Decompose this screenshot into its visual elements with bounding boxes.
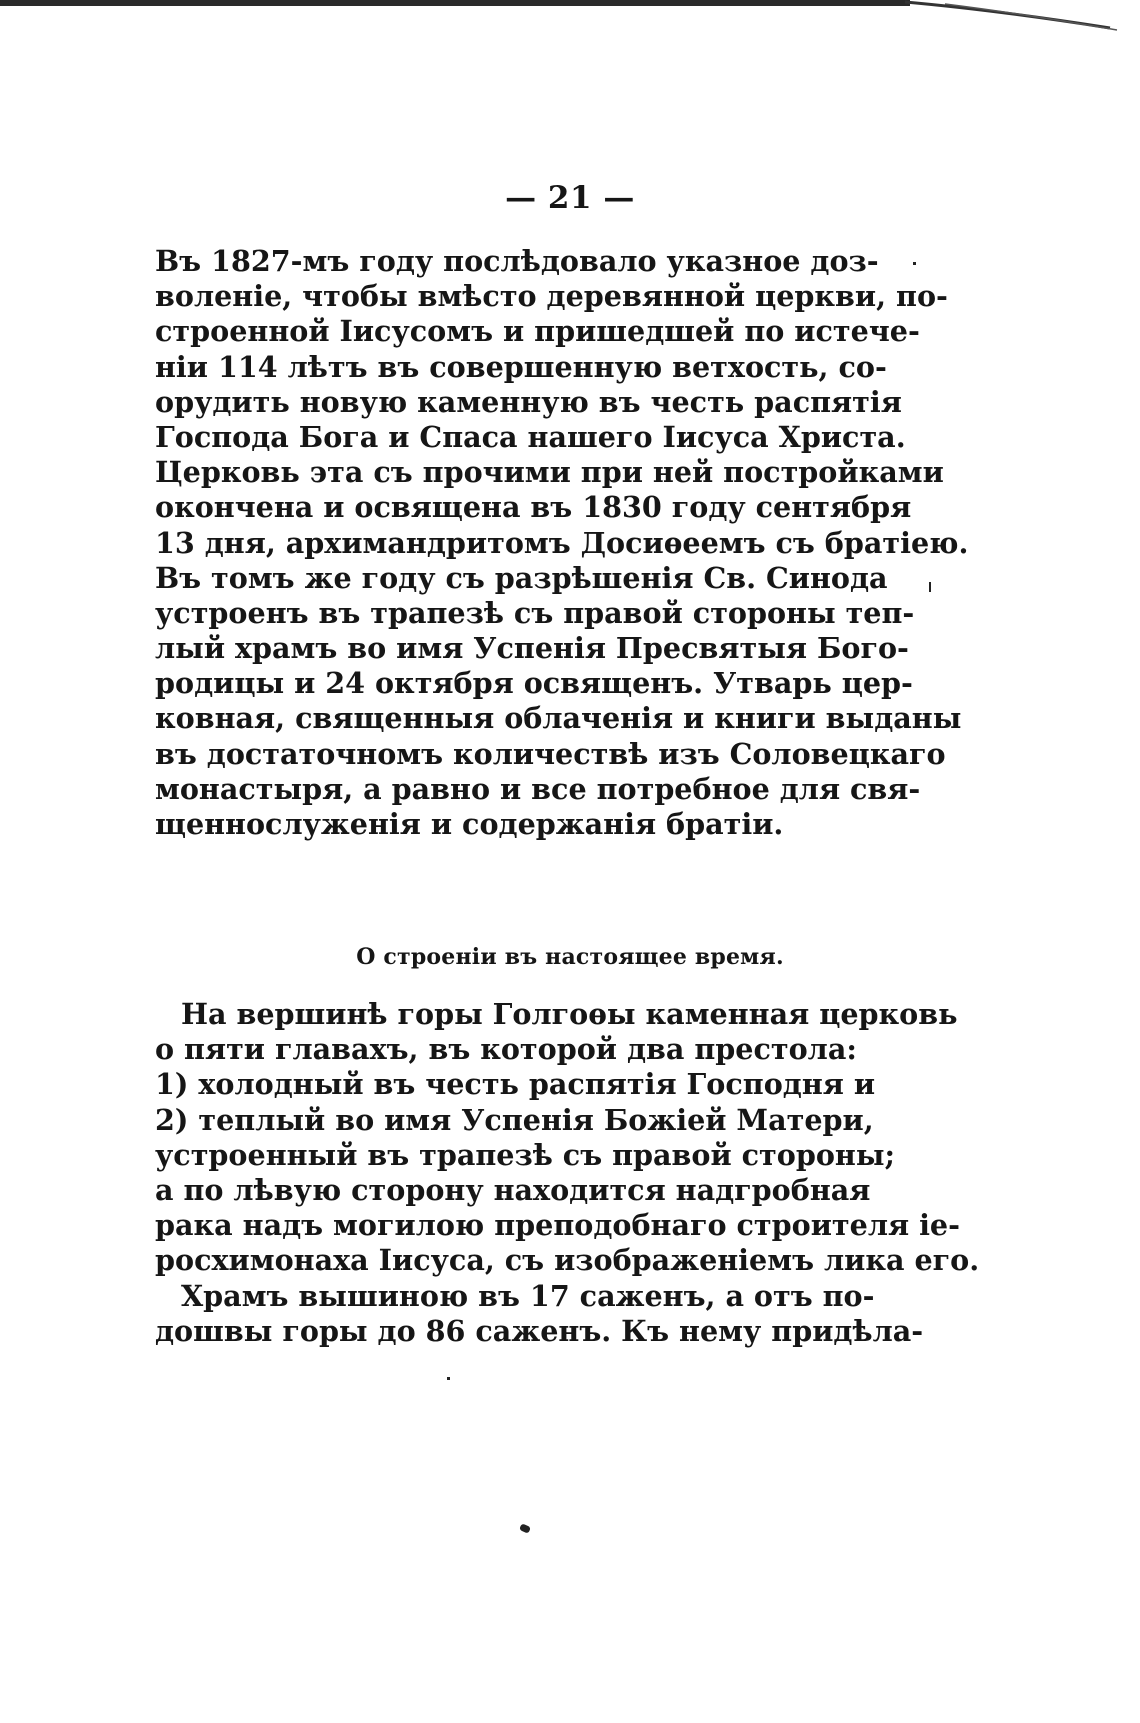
text-line: росхимонаха Іисуса, съ изображеніемъ лика его. bbox=[155, 1243, 980, 1278]
text-line: Церковь эта съ прочими при ней постройками bbox=[155, 455, 944, 490]
text-line: Въ 1827-мъ году послѣдовало указное дoз- bbox=[155, 244, 879, 278]
text-line: воленіе, чтобы вмѣсто деревянной церкви, по- bbox=[155, 279, 948, 314]
page-number: — 21 — bbox=[505, 180, 635, 216]
text-line: 13 дня, архимандритомъ Досиѳеемъ съ братіею. bbox=[155, 525, 969, 560]
text-line: въ достаточномъ количествѣ изъ Соловецкаго bbox=[155, 736, 946, 771]
corner-scratch-mark bbox=[905, 0, 1120, 34]
paragraph-current-structure bbox=[155, 997, 980, 1349]
text-line: ніи 114 лѣтъ въ совершенную ветхость, со- bbox=[155, 349, 887, 384]
text-line: щеннослуженія и содержанія братіи. bbox=[155, 807, 784, 841]
text-line: На вершинѣ горы Голгоѳы каменная церковь bbox=[181, 997, 958, 1031]
text-line: Въ томъ же году съ разрѣшенія Св. Синода bbox=[155, 560, 888, 595]
text-line: лый храмъ во имя Успенія Пресвятыя Бого- bbox=[155, 631, 909, 666]
text-line: строенной Іисусомъ и пришедшей по истече- bbox=[155, 314, 920, 349]
text-line: о пяти главахъ, въ которой два престола: bbox=[155, 1032, 857, 1067]
ink-speck bbox=[929, 582, 931, 592]
section-heading: О строеніи въ настоящее время. bbox=[356, 944, 784, 970]
top-edge-rule bbox=[0, 0, 910, 6]
text-line: Господа Бога и Спаса нашего Іисуса Христа. bbox=[155, 419, 906, 454]
text-line: родицы и 24 октября освященъ. Утварь цер- bbox=[155, 666, 913, 701]
text-line: 2) теплый во имя Успенія Божіей Матери, bbox=[155, 1102, 874, 1137]
text-line: а по лѣвую сторону находится надгробная bbox=[155, 1172, 871, 1207]
text-line: устроенъ въ трапезѣ съ правой стороны теп- bbox=[155, 595, 915, 630]
text-line: окончена и освящена въ 1830 году сентября bbox=[155, 490, 912, 525]
ink-speck bbox=[519, 1523, 531, 1534]
text-line: ковная, священныя облаченія и книги выданы bbox=[155, 701, 962, 736]
text-line: орудить новую каменную въ честь распятія bbox=[155, 384, 902, 419]
text-line: устроенный въ трапезѣ съ правой стороны; bbox=[155, 1137, 896, 1172]
text-line: 1) холодный въ честь распятія Господня и bbox=[155, 1067, 876, 1102]
text-line: монастыря, а равно и все потребное для свя- bbox=[155, 771, 921, 806]
paragraph-construction-history bbox=[155, 244, 969, 842]
ink-speck bbox=[913, 262, 916, 265]
text-line: дошвы горы до 86 саженъ. Къ нему придѣла- bbox=[155, 1313, 924, 1348]
text-line: Храмъ вышиною въ 17 саженъ, а отъ по- bbox=[181, 1278, 875, 1313]
text-line: рака надъ могилою преподобнаго строителя іе- bbox=[155, 1208, 960, 1243]
ink-speck bbox=[447, 1377, 450, 1380]
